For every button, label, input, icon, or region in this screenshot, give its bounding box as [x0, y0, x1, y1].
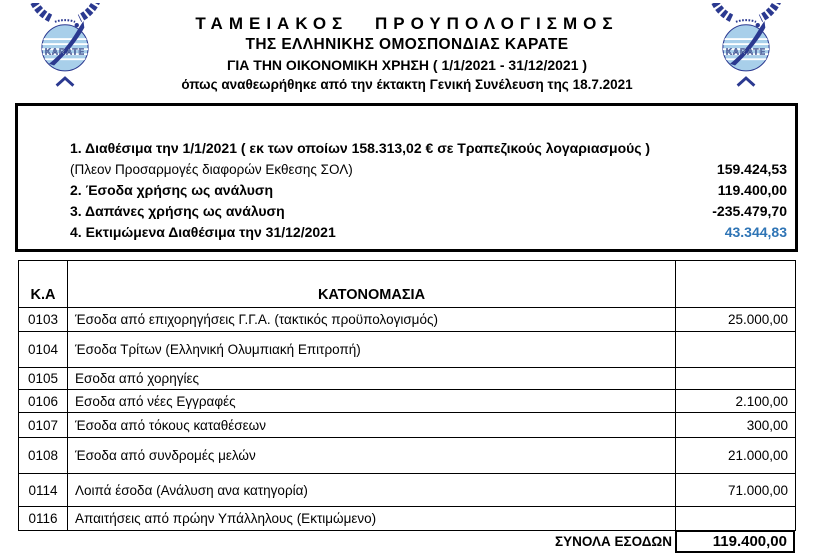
karate-federation-logo-left: [23, 3, 107, 96]
document-title-main: ΤΑΜΕΙΑΚΟΣ ΠΡΟΥΠΟΛΟΓΙΣΜΟΣ: [195, 14, 619, 33]
column-header-amount: [676, 261, 796, 308]
name-cell: Εσοδα από νέες Εγγραφές: [68, 390, 676, 413]
summary-value-highlight: 43.344,83: [724, 224, 787, 240]
summary-label: 2. Έσοδα χρήσης ως ανάλυση: [70, 182, 274, 198]
amount-cell: 25.000,00: [676, 308, 796, 332]
summary-value: 159.424,53: [716, 161, 787, 177]
wreath-stems: [57, 78, 74, 86]
summary-line-adjustments: [18, 161, 795, 182]
name-cell: Απαιτήσεις από πρώην Υπάλληλους (Εκτιμώμενο): [68, 507, 676, 531]
total-income-value: 119.400,00: [675, 530, 795, 553]
revenue-table: [18, 260, 796, 531]
code-cell: 0105: [19, 368, 68, 390]
code-cell: 0114: [19, 474, 68, 507]
amount-cell: [676, 332, 796, 368]
document-title-revision: όπως αναθεωρήθηκε από την έκτακτη Γενική Συνέλευση της 18.7.2021: [181, 77, 633, 92]
summary-line-expenses: [18, 203, 795, 224]
arc-text-marks: [55, 20, 75, 22]
document-header: [120, 14, 694, 92]
laurel-wreath-icon: [31, 3, 100, 18]
table-row: [19, 390, 796, 413]
name-cell: Έσοδα Τρίτων (Ελληνική Ολυμπιακή Επιτροπή): [68, 332, 676, 368]
amount-cell: 300,00: [676, 413, 796, 438]
table-row: [19, 308, 796, 332]
summary-label: 3. Δαπάνες χρήσης ως ανάλυση: [70, 203, 285, 219]
document-title-period: ΓΙΑ ΤΗΝ ΟΙΚΟΝΟΜΙΚΗ ΧΡΗΣΗ ( 1/1/2021 - 31/12/2021 ): [226, 57, 588, 73]
table-row: [19, 413, 796, 438]
amount-cell: [676, 507, 796, 531]
name-cell: Έσοδα από συνδρομές μελών: [68, 438, 676, 474]
summary-line-estimated: [18, 224, 795, 245]
summary-box: [15, 103, 798, 252]
summary-line-income: [18, 182, 795, 203]
column-header-code: Κ.Α: [19, 261, 68, 308]
table-row: [19, 507, 796, 531]
column-header-name: ΚΑΤΟΝΟΜΑΣΙΑ: [68, 261, 676, 308]
table-row: [19, 332, 796, 368]
amount-cell: 71.000,00: [676, 474, 796, 507]
laurel-wreath-icon: [712, 3, 781, 18]
logo-karate-text: KARATE: [725, 46, 767, 57]
name-cell: Λοιπά έσοδα (Ανάλυση ανα κατηγορία): [68, 474, 676, 507]
summary-label: 4. Εκτιμώμενα Διαθέσιμα την 31/12/2021: [70, 224, 336, 240]
total-income-label: ΣΥΝΟΛΑ ΕΣΟΔΩΝ: [554, 534, 672, 549]
amount-cell: [676, 368, 796, 390]
table-row: [19, 474, 796, 507]
name-cell: Έσοδα από επιχορηγήσεις Γ.Γ.Α. (τακτικός προϋπολογισμός): [68, 308, 676, 332]
table-row: [19, 438, 796, 474]
summary-line-available: [18, 140, 795, 161]
name-cell: Έσοδα από τόκους καταθέσεων: [68, 413, 676, 438]
arc-text-marks: [736, 20, 756, 22]
logo-karate-text: KARATE: [44, 46, 86, 57]
summary-value: -235.479,70: [712, 203, 787, 219]
code-cell: 0108: [19, 438, 68, 474]
summary-label: (Πλεον Προσαρμογές διαφορών Εκθεσης ΣΟΛ): [70, 162, 353, 177]
totals-row: [18, 530, 795, 553]
karateka-head: [756, 23, 760, 27]
amount-cell: 2.100,00: [676, 390, 796, 413]
table-row: [19, 368, 796, 390]
name-cell: Εσοδα από χορηγίες: [68, 368, 676, 390]
karate-federation-logo-right: [704, 3, 788, 96]
code-cell: 0104: [19, 332, 68, 368]
summary-label: 1. Διαθέσιμα την 1/1/2021 ( εκ των οποίων 158.313,02 € σε Τραπεζικούς λογαριασμούς ): [70, 140, 651, 156]
code-cell: 0106: [19, 390, 68, 413]
karateka-head: [75, 23, 79, 27]
wreath-stems: [738, 78, 755, 86]
summary-value: 119.400,00: [717, 182, 787, 198]
amount-cell: 21.000,00: [676, 438, 796, 474]
table-header-row: [19, 261, 796, 308]
code-cell: 0103: [19, 308, 68, 332]
code-cell: 0116: [19, 507, 68, 531]
document-title-org: ΤΗΣ ΕΛΛΗΝΙΚΗΣ ΟΜΟΣΠΟΝΔΙΑΣ ΚΑΡΑΤΕ: [245, 36, 569, 53]
code-cell: 0107: [19, 413, 68, 438]
